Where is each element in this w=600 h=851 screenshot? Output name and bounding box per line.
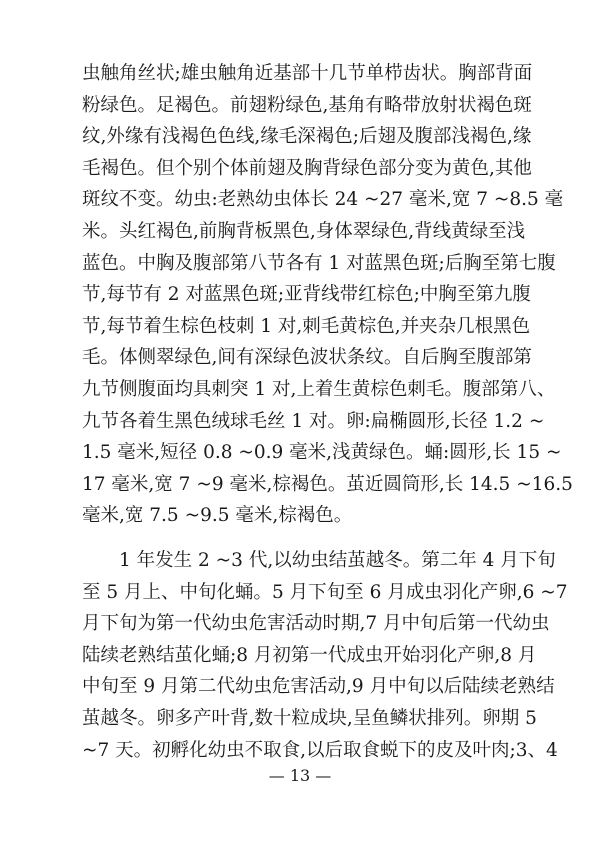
text-line: 茧越冬。卵多产叶背,数十粒成块,呈鱼鳞状排列。卵期 5 xyxy=(82,707,537,729)
text-line: 17 毫米,宽 7 ~9 毫米,棕褐色。茧近圆筒形,长 14.5 ~16.5 xyxy=(82,473,573,495)
text-line: 1 年发生 2 ~3 代,以幼虫结茧越冬。第二年 4 月下旬 xyxy=(119,550,556,571)
text-line: 毛。体侧翠绿色,间有深绿色波状条纹。自后胸至腹部第 xyxy=(82,347,532,369)
text-line: 节,每节着生棕色枝刺 1 对,刺毛黄棕色,并夹杂几根黑色 xyxy=(82,315,531,337)
text-line: 陆续老熟结茧化蛹;8 月初第一代成虫开始羽化产卵,8 月 xyxy=(82,644,537,666)
text-line: 九节各着生黑色绒球毛丝 1 对。卵:扁椭圆形,长径 1.2 ~ xyxy=(82,410,545,432)
paragraph-life-cycle xyxy=(82,545,568,766)
text-line: 米。头红褐色,前胸背板黑色,身体翠绿色,背线黄绿至浅 xyxy=(82,220,526,242)
text-line: 节,每节有 2 对蓝黑色斑;亚背线带红棕色;中胸至第九腹 xyxy=(82,284,531,306)
text-line: 1.5 毫米,短径 0.8 ~0.9 毫米,浅黄绿色。蛹:圆形,长 15 ~ xyxy=(82,442,562,464)
text-line: 蓝色。中胸及腹部第八节各有 1 对蓝黑色斑;后胸至第七腹 xyxy=(82,252,556,274)
text-line: 纹,外缘有浅褐色色线,缘毛深褐色;后翅及腹部浅褐色,缘 xyxy=(82,126,532,148)
paragraph-description xyxy=(82,58,573,532)
text-line: 至 5 月上、中旬化蛹。5 月下旬至 6 月成虫羽化产卵,6 ~7 xyxy=(82,581,568,603)
text-line: 虫触角丝状;雄虫触角近基部十几节单栉齿状。胸部背面 xyxy=(82,63,533,84)
text-line: 毛褐色。但个别个体前翅及胸背绿色部分变为黄色,其他 xyxy=(82,157,532,179)
page-number: — 13 — xyxy=(268,766,332,785)
text-line: 月下旬为第一代幼虫危害活动时期,7 月中旬后第一代幼虫 xyxy=(82,613,550,635)
text-line: 毫米,宽 7.5 ~9.5 毫米,棕褐色。 xyxy=(82,505,353,527)
text-line: 九节侧腹面均具刺突 1 对,上着生黄棕色刺毛。腹部第八、 xyxy=(82,378,556,400)
text-line: 斑纹不变。幼虫:老熟幼虫体长 24 ~27 毫米,宽 7 ~8.5 毫 xyxy=(82,189,564,211)
text-line: ~7 天。初孵化幼虫不取食,以后取食蜕下的皮及叶肉;3、4 xyxy=(82,739,558,761)
text-line: 中旬至 9 月第二代幼虫危害活动,9 月中旬以后陆续老熟结 xyxy=(82,676,555,698)
text-line: 粉绿色。足褐色。前翅粉绿色,基角有略带放射状褐色斑 xyxy=(82,94,532,116)
